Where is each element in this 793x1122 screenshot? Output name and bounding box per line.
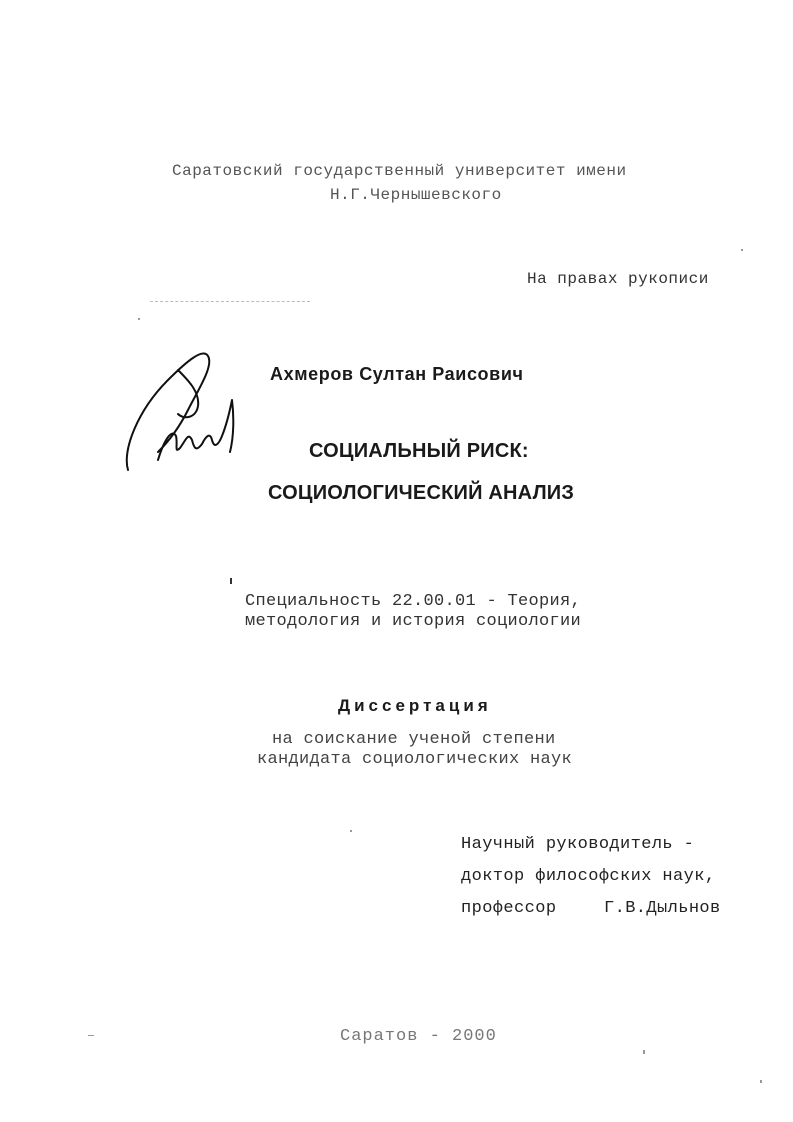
scan-mark bbox=[230, 578, 232, 584]
supervisor-degree: доктор философских наук, bbox=[461, 867, 716, 886]
supervisor-role: Научный руководитель - bbox=[461, 835, 695, 854]
scan-speck bbox=[741, 249, 743, 251]
supervisor-position: профессор bbox=[461, 899, 557, 918]
dissertation-title-line1: СОЦИАЛЬНЫЙ РИСК: bbox=[309, 440, 529, 462]
university-name-line2: Н.Г.Чернышевского bbox=[330, 186, 502, 204]
dissertation-label: Диссертация bbox=[338, 696, 492, 715]
scan-speck bbox=[88, 1035, 94, 1036]
supervisor-name: Г.В.Дыльнов bbox=[604, 899, 721, 918]
scan-speck bbox=[760, 1080, 762, 1083]
dissertation-title-line2: СОЦИОЛОГИЧЕСКИЙ АНАЛИЗ bbox=[268, 482, 575, 504]
scan-speck bbox=[350, 830, 352, 832]
scan-dash-line bbox=[150, 301, 310, 302]
scan-speck bbox=[138, 318, 140, 320]
specialty-line2: методология и история социологии bbox=[245, 612, 582, 631]
author-name: Ахмеров Султан Раисович bbox=[270, 364, 524, 384]
city-year: Саратов - 2000 bbox=[340, 1027, 497, 1046]
specialty-line1: Специальность 22.00.01 - Теория, bbox=[245, 592, 582, 611]
degree-line2: кандидата социологических наук bbox=[257, 750, 573, 769]
manuscript-rights-note: На правах рукописи bbox=[527, 270, 709, 288]
scan-speck bbox=[643, 1050, 645, 1054]
university-name-line1: Саратовский государственный университет имени bbox=[172, 162, 627, 180]
degree-line1: на соискание ученой степени bbox=[272, 730, 556, 749]
handwritten-signature-icon bbox=[118, 340, 248, 480]
